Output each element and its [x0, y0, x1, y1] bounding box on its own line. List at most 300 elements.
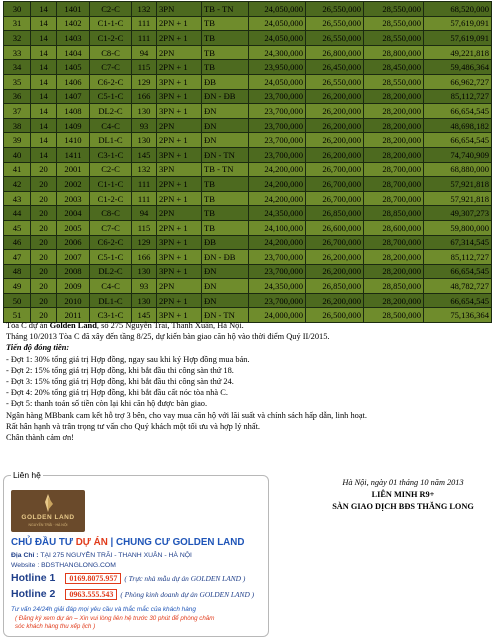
cell-price-1: 23,700,000 — [249, 147, 306, 162]
cell-type: C5-1-C — [90, 89, 132, 104]
schedule-heading: Tiến độ đóng tiền: — [6, 343, 70, 353]
cell-price-2: 26,200,000 — [306, 104, 364, 119]
cell-price-3: 28,550,000 — [364, 31, 424, 46]
cell-total: 67,314,545 — [424, 235, 492, 250]
cell-view: ĐN — [202, 293, 249, 308]
cell-price-1: 24,350,000 — [249, 206, 306, 221]
cell-unit: 1402 — [57, 16, 90, 31]
cell-stt: 34 — [4, 60, 31, 75]
cell-total: 75,136,364 — [424, 308, 492, 323]
cell-type: C6-2-C — [90, 74, 132, 89]
table-row — [4, 74, 492, 89]
cell-view: TB — [202, 45, 249, 60]
cell-bedrooms: 2PN + 1 — [157, 220, 202, 235]
cell-view: TB - TN — [202, 2, 249, 17]
table-row — [4, 89, 492, 104]
hotline1-note: ( Trực nhà mẫu dự án GOLDEN LAND ) — [124, 574, 246, 583]
cell-bedrooms: 3PN + 1 — [157, 104, 202, 119]
signature-date: Hà Nội, ngày 01 tháng 10 năm 2013 — [342, 478, 464, 487]
table-row — [4, 104, 492, 119]
cell-floor: 14 — [31, 104, 57, 119]
cell-bedrooms: 3PN — [157, 2, 202, 17]
cell-type: C1-2-C — [90, 191, 132, 206]
cell-area: 130 — [132, 264, 157, 279]
cell-price-1: 23,700,000 — [249, 250, 306, 265]
cell-stt: 50 — [4, 293, 31, 308]
cell-view: TB - TN — [202, 162, 249, 177]
handover-line: Tháng 10/2013 Tòa C đã xây đến tầng 8/25, dự kiến bàn giao căn hộ vào thời điểm Quý II/2015. — [6, 332, 330, 342]
cell-price-1: 24,300,000 — [249, 45, 306, 60]
cell-unit: 1408 — [57, 104, 90, 119]
cell-price-3: 28,700,000 — [364, 235, 424, 250]
cell-unit: 2002 — [57, 177, 90, 192]
support-line: Tư vấn 24/24h giải đáp mọi yêu cầu và thắc mắc của khách hàng — [11, 606, 196, 613]
cell-total: 48,698,182 — [424, 118, 492, 133]
cell-area: 166 — [132, 89, 157, 104]
welcome-line: Rất hân hạnh và trân trọng tư vấn cho Quý khách một tối ưu và hợp lý nhất. — [6, 421, 261, 431]
cell-floor: 20 — [31, 279, 57, 294]
cell-bedrooms: 2PN + 1 — [157, 177, 202, 192]
cell-floor: 20 — [31, 191, 57, 206]
table-row — [4, 293, 492, 308]
cell-floor: 20 — [31, 162, 57, 177]
cell-unit: 1401 — [57, 2, 90, 17]
intro-line — [6, 320, 488, 331]
cell-total: 66,654,545 — [424, 264, 492, 279]
cell-total: 74,740,909 — [424, 147, 492, 162]
cell-stt: 38 — [4, 118, 31, 133]
cell-price-2: 26,200,000 — [306, 89, 364, 104]
logo-subtext: NGUYỄN TRÃI · HÀ NỘI — [28, 523, 68, 527]
website — [11, 562, 116, 569]
cell-price-1: 23,700,000 — [249, 293, 306, 308]
cell-price-1: 24,200,000 — [249, 235, 306, 250]
cell-view: TB — [202, 206, 249, 221]
cell-type: DL2-C — [90, 104, 132, 119]
cell-area: 132 — [132, 2, 157, 17]
cell-type: C6-2-C — [90, 235, 132, 250]
cell-area: 93 — [132, 118, 157, 133]
cell-type: C1-1-C — [90, 177, 132, 192]
contact-box — [3, 470, 269, 637]
table-row — [4, 45, 492, 60]
cell-area: 129 — [132, 74, 157, 89]
cell-price-3: 28,200,000 — [364, 250, 424, 265]
address-label: Địa Chỉ : — [11, 552, 39, 559]
hotline-1 — [11, 572, 245, 584]
cell-unit: 1411 — [57, 147, 90, 162]
cell-total: 68,520,000 — [424, 2, 492, 17]
cell-price-3: 28,200,000 — [364, 147, 424, 162]
cell-bedrooms: 2PN — [157, 206, 202, 221]
cell-floor: 14 — [31, 133, 57, 148]
cell-bedrooms: 2PN — [157, 45, 202, 60]
cell-type: C8-C — [90, 206, 132, 221]
cell-price-1: 24,200,000 — [249, 191, 306, 206]
cell-area: 111 — [132, 177, 157, 192]
cell-bedrooms: 2PN + 1 — [157, 16, 202, 31]
cell-bedrooms: 3PN + 1 — [157, 235, 202, 250]
table-row — [4, 147, 492, 162]
table-row — [4, 206, 492, 221]
cell-floor: 14 — [31, 16, 57, 31]
signature-org1: LIÊN MINH R9+ — [371, 490, 435, 499]
cell-stt: 37 — [4, 104, 31, 119]
cell-view: ĐN — [202, 264, 249, 279]
cell-price-1: 23,700,000 — [249, 104, 306, 119]
cell-stt: 39 — [4, 133, 31, 148]
table-row — [4, 16, 492, 31]
cell-area: 130 — [132, 293, 157, 308]
cell-unit: 1406 — [57, 74, 90, 89]
cell-stt: 31 — [4, 16, 31, 31]
cell-type: C3-1-C — [90, 308, 132, 323]
cell-price-2: 26,850,000 — [306, 206, 364, 221]
cell-floor: 14 — [31, 2, 57, 17]
payment-3: - Đợt 3: 15% tổng giá trị Hợp đồng, khi bắt đầu thi công sàn thứ 24. — [6, 377, 234, 387]
cell-total: 57,619,091 — [424, 16, 492, 31]
cell-price-1: 23,950,000 — [249, 60, 306, 75]
cell-stt: 45 — [4, 220, 31, 235]
cell-stt: 46 — [4, 235, 31, 250]
cell-view: ĐN - TN — [202, 147, 249, 162]
cell-unit: 2008 — [57, 264, 90, 279]
cell-total: 57,921,818 — [424, 191, 492, 206]
cell-price-2: 26,700,000 — [306, 191, 364, 206]
cell-price-2: 26,200,000 — [306, 133, 364, 148]
cell-price-1: 24,050,000 — [249, 2, 306, 17]
cell-bedrooms: 3PN + 1 — [157, 264, 202, 279]
intro-suffix: , số 275 Nguyễn Trãi, Thanh Xuân, Hà Nội. — [96, 321, 244, 330]
cell-price-3: 28,450,000 — [364, 60, 424, 75]
cell-type: C2-C — [90, 162, 132, 177]
price-table — [3, 1, 492, 323]
cell-total: 66,654,545 — [424, 104, 492, 119]
title-part2: DỰ ÁN — [75, 537, 108, 548]
cell-floor: 20 — [31, 220, 57, 235]
website-label: Website : — [11, 562, 40, 569]
table-row — [4, 162, 492, 177]
cell-stt: 43 — [4, 191, 31, 206]
cell-stt: 36 — [4, 89, 31, 104]
cell-price-2: 26,500,000 — [306, 308, 364, 323]
cell-price-2: 26,600,000 — [306, 220, 364, 235]
cell-price-2: 26,550,000 — [306, 16, 364, 31]
cell-floor: 14 — [31, 89, 57, 104]
cell-total: 66,654,545 — [424, 133, 492, 148]
golden-land-logo — [11, 490, 85, 532]
signature-org2: SÀN GIAO DỊCH BĐS THĂNG LONG — [332, 502, 474, 511]
cell-bedrooms: 2PN — [157, 279, 202, 294]
cell-price-2: 26,850,000 — [306, 279, 364, 294]
cell-price-3: 28,200,000 — [364, 293, 424, 308]
hotline1-number[interactable]: 0169.8075.957 — [65, 573, 121, 584]
cell-view: TB — [202, 31, 249, 46]
cell-price-3: 28,700,000 — [364, 162, 424, 177]
cell-unit: 2010 — [57, 293, 90, 308]
cell-floor: 20 — [31, 264, 57, 279]
cell-stt: 44 — [4, 206, 31, 221]
payment-2: - Đợt 2: 15% tổng giá trị Hợp đồng, khi bắt đầu thi công sàn thứ 18. — [6, 365, 234, 375]
table-row — [4, 2, 492, 17]
cell-view: ĐN — [202, 104, 249, 119]
cell-total: 59,800,000 — [424, 220, 492, 235]
cell-price-3: 28,200,000 — [364, 104, 424, 119]
cell-area: 115 — [132, 220, 157, 235]
address — [11, 552, 192, 559]
cell-view: ĐN - ĐB — [202, 89, 249, 104]
cell-type: C8-C — [90, 45, 132, 60]
address-value: TẠI 275 NGUYỄN TRÃI - THANH XUÂN - HÀ NỘI — [40, 552, 192, 559]
cell-area: 115 — [132, 60, 157, 75]
cell-stt: 32 — [4, 31, 31, 46]
cell-type: C4-C — [90, 118, 132, 133]
cell-unit: 1404 — [57, 45, 90, 60]
cell-price-1: 24,050,000 — [249, 16, 306, 31]
cell-unit: 1407 — [57, 89, 90, 104]
cell-type: C1-2-C — [90, 31, 132, 46]
cell-bedrooms: 3PN + 1 — [157, 89, 202, 104]
cell-bedrooms: 2PN + 1 — [157, 293, 202, 308]
cell-unit: 2003 — [57, 191, 90, 206]
title-part1: CHỦ ĐẦU TƯ — [11, 537, 76, 548]
cell-type: C5-1-C — [90, 250, 132, 265]
table-row — [4, 133, 492, 148]
cell-total: 68,880,000 — [424, 162, 492, 177]
cell-type: C3-1-C — [90, 147, 132, 162]
table-row — [4, 250, 492, 265]
cell-area: 132 — [132, 162, 157, 177]
cell-total: 59,486,364 — [424, 60, 492, 75]
payment-1: - Đợt 1: 30% tổng giá trị Hợp đồng, ngay sau khi ký Hợp đồng mua bán. — [6, 354, 250, 364]
cell-price-3: 28,200,000 — [364, 118, 424, 133]
cell-floor: 20 — [31, 177, 57, 192]
cell-price-1: 23,700,000 — [249, 133, 306, 148]
cell-price-1: 24,200,000 — [249, 177, 306, 192]
price-table-body — [4, 2, 492, 323]
cell-price-3: 28,550,000 — [364, 74, 424, 89]
cell-bedrooms: 2PN + 1 — [157, 60, 202, 75]
thanks-line: Chân thành cảm ơn! — [6, 433, 74, 443]
cell-price-3: 28,200,000 — [364, 133, 424, 148]
cell-price-2: 26,200,000 — [306, 118, 364, 133]
cell-unit: 2006 — [57, 235, 90, 250]
cell-type: C7-C — [90, 60, 132, 75]
cell-area: 111 — [132, 31, 157, 46]
project-name: Golden Land — [49, 321, 97, 330]
website-link[interactable]: BDSTHANGLONG.COM — [41, 562, 116, 569]
cell-price-2: 26,200,000 — [306, 250, 364, 265]
logo-text: GOLDEN LAND — [21, 514, 75, 521]
cell-total: 57,921,818 — [424, 177, 492, 192]
cell-total: 66,654,545 — [424, 293, 492, 308]
cell-price-1: 24,200,000 — [249, 162, 306, 177]
table-row — [4, 31, 492, 46]
cell-area: 166 — [132, 250, 157, 265]
cell-view: TB — [202, 60, 249, 75]
cell-floor: 14 — [31, 60, 57, 75]
cell-area: 130 — [132, 104, 157, 119]
cell-price-2: 26,700,000 — [306, 162, 364, 177]
cell-price-1: 23,700,000 — [249, 264, 306, 279]
cell-price-1: 24,000,000 — [249, 308, 306, 323]
cell-total: 49,307,273 — [424, 206, 492, 221]
table-row — [4, 264, 492, 279]
cell-price-3: 28,700,000 — [364, 177, 424, 192]
cell-unit: 1410 — [57, 133, 90, 148]
cell-view: TB — [202, 191, 249, 206]
cell-type: C4-C — [90, 279, 132, 294]
cell-area: 145 — [132, 147, 157, 162]
cell-stt: 47 — [4, 250, 31, 265]
cell-area: 94 — [132, 45, 157, 60]
title-part3: | CHUNG CƯ GOLDEN LAND — [107, 537, 245, 548]
cell-price-3: 28,800,000 — [364, 45, 424, 60]
cell-stt: 30 — [4, 2, 31, 17]
cell-stt: 40 — [4, 147, 31, 162]
table-row — [4, 118, 492, 133]
cell-stt: 35 — [4, 74, 31, 89]
cell-bedrooms: 3PN + 1 — [157, 74, 202, 89]
cell-type: DL1-C — [90, 133, 132, 148]
signature-block — [318, 477, 488, 513]
cell-area: 111 — [132, 191, 157, 206]
cell-price-3: 28,550,000 — [364, 16, 424, 31]
cell-price-2: 26,450,000 — [306, 60, 364, 75]
cell-view: TB — [202, 177, 249, 192]
cell-price-2: 26,200,000 — [306, 147, 364, 162]
cell-unit: 1405 — [57, 60, 90, 75]
cell-price-2: 26,550,000 — [306, 31, 364, 46]
cell-floor: 14 — [31, 74, 57, 89]
cell-price-3: 28,700,000 — [364, 191, 424, 206]
hotline2-note: ( Phòng kinh doanh dự án GOLDEN LAND ) — [120, 590, 255, 599]
cell-price-3: 28,500,000 — [364, 308, 424, 323]
cell-price-2: 26,700,000 — [306, 235, 364, 250]
cell-unit: 1403 — [57, 31, 90, 46]
cell-total: 49,221,818 — [424, 45, 492, 60]
intro-prefix: Tòa C dự án — [6, 321, 50, 330]
cell-bedrooms: 2PN + 1 — [157, 191, 202, 206]
cell-total: 66,962,727 — [424, 74, 492, 89]
cell-stt: 48 — [4, 264, 31, 279]
cell-price-2: 26,200,000 — [306, 264, 364, 279]
cell-floor: 14 — [31, 31, 57, 46]
cell-view: TB — [202, 16, 249, 31]
cell-view: ĐB — [202, 235, 249, 250]
cell-view: ĐN - ĐB — [202, 250, 249, 265]
cell-floor: 14 — [31, 147, 57, 162]
cell-unit: 2011 — [57, 308, 90, 323]
cell-price-3: 28,550,000 — [364, 2, 424, 17]
table-row — [4, 220, 492, 235]
support-note: ( Đăng ký xem dự án – Xin vui lòng liên hệ trước 30 phút để phòng chăm sóc khách hàng thu xếp lịch ) — [15, 615, 215, 630]
cell-area: 94 — [132, 206, 157, 221]
cell-view: ĐN — [202, 118, 249, 133]
cell-unit: 2004 — [57, 206, 90, 221]
cell-price-1: 23,700,000 — [249, 118, 306, 133]
cell-total: 57,619,091 — [424, 31, 492, 46]
cell-price-1: 24,350,000 — [249, 279, 306, 294]
bank-line: Ngân hàng MBbank cam kết hỗ trợ 3 bên, cho vay mua căn hộ với lãi suất và chính sách hấp dẫn, linh hoạt. — [6, 410, 367, 420]
cell-price-2: 26,550,000 — [306, 74, 364, 89]
cell-unit: 1409 — [57, 118, 90, 133]
hotline1-label: Hotline 1 — [11, 572, 56, 584]
contact-title — [11, 537, 244, 548]
cell-price-3: 28,850,000 — [364, 279, 424, 294]
cell-bedrooms: 3PN + 1 — [157, 308, 202, 323]
cell-area: 111 — [132, 16, 157, 31]
cell-price-3: 28,200,000 — [364, 264, 424, 279]
cell-view: ĐN — [202, 279, 249, 294]
cell-view: ĐB — [202, 74, 249, 89]
cell-stt: 49 — [4, 279, 31, 294]
logo-mark-icon — [41, 494, 55, 512]
cell-floor: 20 — [31, 235, 57, 250]
cell-stt: 51 — [4, 308, 31, 323]
cell-area: 129 — [132, 235, 157, 250]
cell-view: ĐN — [202, 133, 249, 148]
cell-price-2: 26,550,000 — [306, 2, 364, 17]
cell-bedrooms: 3PN + 1 — [157, 147, 202, 162]
hotline2-number[interactable]: 0963.555.543 — [65, 589, 117, 600]
cell-total: 85,112,727 — [424, 89, 492, 104]
cell-price-1: 24,100,000 — [249, 220, 306, 235]
cell-bedrooms: 2PN + 1 — [157, 133, 202, 148]
cell-bedrooms: 2PN + 1 — [157, 31, 202, 46]
cell-price-1: 24,050,000 — [249, 74, 306, 89]
hotline-2 — [11, 588, 254, 600]
table-row — [4, 60, 492, 75]
cell-area: 93 — [132, 279, 157, 294]
payment-5: - Đợt 5: thanh toán số tiền còn lại khi căn hộ được bàn giao. — [6, 399, 208, 409]
cell-total: 85,112,727 — [424, 250, 492, 265]
table-row — [4, 235, 492, 250]
cell-stt: 33 — [4, 45, 31, 60]
cell-floor: 20 — [31, 250, 57, 265]
cell-type: C1-1-C — [90, 16, 132, 31]
cell-price-2: 26,200,000 — [306, 293, 364, 308]
table-row — [4, 191, 492, 206]
table-row — [4, 279, 492, 294]
cell-type: C7-C — [90, 220, 132, 235]
cell-floor: 20 — [31, 308, 57, 323]
cell-price-3: 28,200,000 — [364, 89, 424, 104]
cell-floor: 20 — [31, 293, 57, 308]
cell-price-1: 23,700,000 — [249, 89, 306, 104]
cell-type: C2-C — [90, 2, 132, 17]
cell-area: 145 — [132, 308, 157, 323]
cell-bedrooms: 3PN + 1 — [157, 250, 202, 265]
hotline2-label: Hotline 2 — [11, 588, 56, 600]
cell-unit: 2009 — [57, 279, 90, 294]
cell-area: 130 — [132, 133, 157, 148]
cell-stt: 42 — [4, 177, 31, 192]
cell-stt: 41 — [4, 162, 31, 177]
cell-unit: 2001 — [57, 162, 90, 177]
cell-price-1: 24,050,000 — [249, 31, 306, 46]
cell-floor: 14 — [31, 45, 57, 60]
payment-4: - Đợt 4: 20% tổng giá trị Hợp đồng, khi bắt đầu cất nóc tòa nhà C. — [6, 388, 228, 398]
cell-floor: 14 — [31, 118, 57, 133]
cell-unit: 2005 — [57, 220, 90, 235]
project-notes — [6, 320, 488, 443]
cell-view: ĐN - TN — [202, 308, 249, 323]
contact-legend: Liên hệ — [13, 470, 41, 480]
table-row — [4, 177, 492, 192]
cell-price-2: 26,800,000 — [306, 45, 364, 60]
cell-view: TB — [202, 220, 249, 235]
